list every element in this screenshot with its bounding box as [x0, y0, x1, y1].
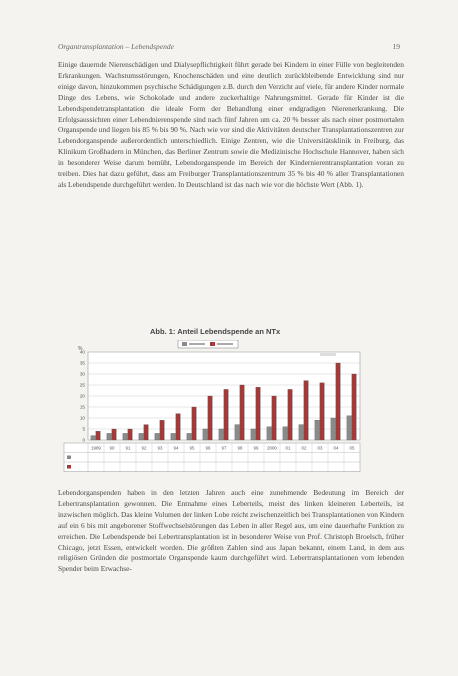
bar — [155, 433, 159, 440]
y-tick-label: 30 — [79, 371, 85, 377]
x-tick-label: 95 — [189, 445, 195, 451]
bar — [123, 433, 127, 440]
x-tick-label: 04 — [333, 445, 339, 451]
bar — [240, 385, 244, 440]
bar — [267, 427, 271, 440]
annotation-mark — [320, 353, 336, 356]
y-tick-label: 15 — [79, 404, 85, 410]
y-tick-label: 25 — [79, 382, 85, 388]
paragraph-1: Einige dauernde Nierenschädigen und Dialysepflichtigkeit führt gerade bei Kindern in einer Fülle von begleitenden Erkrankungen. Wachstumsstörungen, Knochenschäden und eine deutlich zurückbleibende Entwicklung sind nur einige davon, hinzukommen psychische Schädigungen z.B. durch den Verzicht auf viele, für andere Kinder normale Dinge des Lebens, wie Schokolade und andere zuckerhaltige Nahrungsmittel. Gerade für Kinder ist die Lebendspendetransplantation die ideale Form der Behandlung einer endgradigen Nierenerkrankung. Die Erfolgsaussichten einer Lebendnierenspende sind nach fünf Jahren um ca. 20 % besser als nach einer postmortalen Organspende und liegen bis 85 % bis 90 %. Nach wie vor sind die Aktivitäten deutscher Transplantationszentren zur Lebendorganspende außerordentlich unterschiedlich. Einige Zentren, wie die Universitätsklinik in Freiburg, das Klinikum Großhadern in München, das Berliner Zentrum sowie die Medizinische Hochschule Hannover, haben sich in besonderer Weise darum bemüht, Lebendorganspende im Bereich der Kindernierentransplantation voran zu treiben. Dies hat dazu geführt, dass am Freiburger Transplantationszentrum 35 % bis 40 % aller Transplantationen als Lebendspende durchgeführt werden. In Deutschland ist das nach wie vor die höchste Wert (Abb. 1). — [58, 60, 404, 189]
bar — [107, 433, 111, 440]
chart — [60, 340, 410, 482]
bar — [139, 433, 143, 440]
x-tick-label: 98 — [237, 445, 243, 451]
bar — [315, 420, 319, 440]
x-tick-label: 01 — [285, 445, 291, 451]
x-tick-label: 02 — [301, 445, 307, 451]
y-tick-label: 35 — [79, 360, 85, 366]
legend-label — [217, 343, 233, 345]
bar — [171, 433, 175, 440]
x-tick-label: 03 — [317, 445, 323, 451]
bar — [144, 425, 148, 440]
y-tick-label: 40 — [79, 349, 85, 355]
bar — [304, 381, 308, 440]
x-tick-label: 90 — [109, 445, 115, 451]
bar — [352, 374, 356, 440]
legend-label — [189, 343, 205, 345]
bar — [176, 414, 180, 440]
bar — [160, 420, 164, 440]
running-head-title: Organtransplantation – Lebendspende — [58, 42, 174, 51]
y-tick-label: 0 — [82, 437, 85, 443]
table-row-swatch — [67, 465, 71, 469]
legend-swatch — [210, 342, 215, 346]
bar — [187, 433, 191, 440]
bar — [331, 418, 335, 440]
bar — [320, 383, 324, 440]
bar — [208, 396, 212, 440]
bar — [91, 436, 95, 440]
y-tick-label: 20 — [79, 393, 85, 399]
x-tick-label: 1989 — [91, 445, 101, 451]
y-tick-label: 5 — [82, 426, 85, 432]
bar — [224, 389, 228, 440]
bar — [299, 425, 303, 440]
running-head — [58, 42, 400, 54]
x-tick-label: 92 — [141, 445, 147, 451]
x-tick-label: 91 — [125, 445, 131, 451]
y-unit-label: % — [78, 346, 83, 352]
bar — [283, 427, 287, 440]
table-row-swatch — [67, 456, 71, 460]
bar — [336, 363, 340, 440]
x-tick-label: 94 — [173, 445, 179, 451]
x-tick-label: 97 — [221, 445, 227, 451]
x-tick-label: 99 — [253, 445, 259, 451]
bar — [203, 429, 207, 440]
x-tick-label: 2000 — [267, 445, 277, 451]
bar — [272, 396, 276, 440]
bar — [96, 431, 100, 440]
bar — [219, 429, 223, 440]
bar — [192, 407, 196, 440]
bar — [288, 389, 292, 440]
paragraph-2: Lebendorganspenden haben in den letzten Jahren auch eine zunehmende Bedeutung im Bereich der Lebertransplantation gewonnen. Die Entnahme eines Leberteils, meist des linken kleineren Leberteils, ist inzwischen möglich. Das kleine Volumen der linken Lobe reicht zwischenzeitlich bei Transplantationen von Kindern auf ein 6 bis mit angeborener Stoffwechselstörungen das Leben in aller Regel aus, um eine dauerhafte Funktion zu erreichen. Die Lebendspende bei Lebertransplantation ist in besonderer Weise von Prof. Christoph Broelsch, früher Chicago, jetzt Essen, entwickelt worden. Die größten Zahlen sind aus Japan bekannt, einem Land, in dem aus religiösen Gründen die postmortale Organspende kaum durchgeführt wird. Lebertransplantationen vom lebenden Spender beim Erwachse- — [58, 488, 404, 574]
x-tick-label: 05 — [349, 445, 355, 451]
bar — [347, 416, 351, 440]
bar — [251, 429, 255, 440]
x-tick-label: 96 — [205, 445, 211, 451]
bar — [256, 387, 260, 440]
x-tick-label: 93 — [157, 445, 163, 451]
page-number: 19 — [392, 42, 400, 51]
bar — [112, 429, 116, 440]
bar — [128, 429, 132, 440]
legend-swatch — [182, 342, 187, 346]
y-tick-label: 10 — [79, 415, 85, 421]
data-table — [64, 443, 360, 472]
bar — [235, 425, 239, 440]
figure-caption: Abb. 1: Anteil Lebendspende an NTx — [150, 327, 281, 336]
chart-svg — [60, 340, 410, 482]
